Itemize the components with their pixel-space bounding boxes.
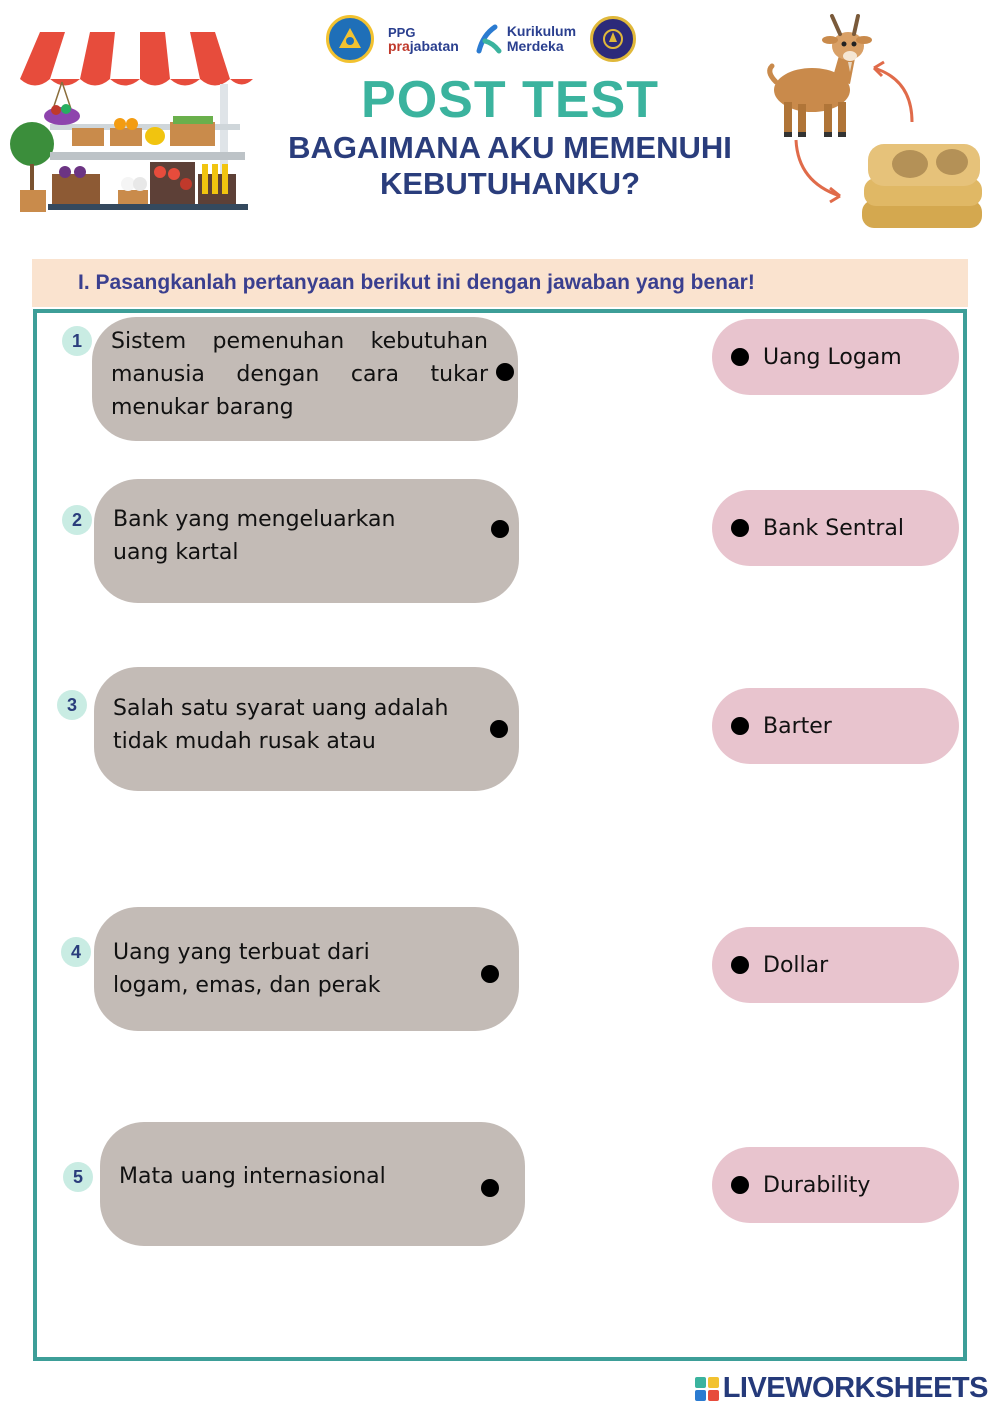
question-number: 5 — [63, 1162, 93, 1192]
ppg-logo-text-a: pra — [388, 37, 410, 54]
answer-text: Durability — [763, 1172, 871, 1198]
answer-connector-dot[interactable] — [731, 348, 749, 366]
question-connector-dot[interactable] — [481, 1179, 499, 1197]
question-connector-dot[interactable] — [496, 363, 514, 381]
question-text: Salah satu syarat uang adalah tidak mudah rusak atau — [113, 696, 449, 754]
question-card — [94, 479, 519, 603]
liveworksheets-logo-icon — [695, 1377, 719, 1401]
question-text: Mata uang internasional — [119, 1164, 386, 1189]
kurikulum-merdeka-logo — [473, 21, 576, 57]
instruction-banner: I. Pasangkanlah pertanyaan berikut ini dengan jawaban yang benar! — [32, 259, 968, 307]
market-stall-icon — [10, 24, 255, 219]
page-subtitle — [230, 130, 790, 202]
liveworksheets-wordmark: LIVEWORKSHEETS — [722, 1372, 988, 1404]
question-card — [94, 907, 519, 1031]
question-number: 3 — [57, 690, 87, 720]
question-number: 2 — [62, 505, 92, 535]
question-connector-dot[interactable] — [491, 520, 509, 538]
goat-icon — [762, 10, 992, 242]
answer-text: Uang Logam — [763, 344, 902, 370]
question-text: Sistem pemenuhan kebutuhan manusia dengan cara tukar menukar barang — [111, 329, 488, 420]
question-number: 1 — [62, 326, 92, 356]
answer-connector-dot[interactable] — [731, 519, 749, 537]
ppg-prajabatan-logo — [388, 26, 459, 53]
question-text: Uang yang terbuat dari logam, emas, dan perak — [113, 940, 381, 998]
question-connector-dot[interactable] — [490, 720, 508, 738]
question-text: Bank yang mengeluarkan uang kartal — [113, 507, 396, 565]
kurikulum-logo-line2: Merdeka — [506, 38, 564, 54]
answer-text: Bank Sentral — [763, 515, 904, 541]
question-card — [94, 667, 519, 791]
partner-logos — [326, 12, 636, 66]
rice-sacks-icon — [852, 130, 992, 240]
answer-card — [712, 319, 959, 395]
answer-connector-dot[interactable] — [731, 956, 749, 974]
page-subtitle-line1: BAGAIMANA AKU MEMENUHI — [288, 130, 732, 165]
question-number: 4 — [61, 937, 91, 967]
university-seal-icon — [590, 16, 636, 62]
kurikulum-logo-line1: Kurikulum — [506, 23, 577, 40]
page-title: POST TEST — [361, 71, 659, 129]
kurikulum-merdeka-icon — [473, 21, 503, 57]
question-card — [100, 1122, 525, 1246]
ppg-logo-text-b: jabatan — [409, 37, 459, 54]
page-subtitle-line2: KEBUTUHANKU? — [379, 166, 641, 201]
liveworksheets-brand — [695, 1372, 988, 1405]
answer-text: Dollar — [763, 952, 829, 978]
ppg-logo-text: PPG — [388, 24, 416, 40]
question-card — [92, 317, 518, 441]
answer-card — [712, 688, 959, 764]
answer-card — [712, 927, 959, 1003]
question-connector-dot[interactable] — [481, 965, 499, 983]
tut-wuri-handayani-icon — [326, 15, 374, 63]
answer-text: Barter — [763, 713, 832, 739]
answer-card — [712, 1147, 959, 1223]
answer-connector-dot[interactable] — [731, 717, 749, 735]
answer-connector-dot[interactable] — [731, 1176, 749, 1194]
answer-card — [712, 490, 959, 566]
